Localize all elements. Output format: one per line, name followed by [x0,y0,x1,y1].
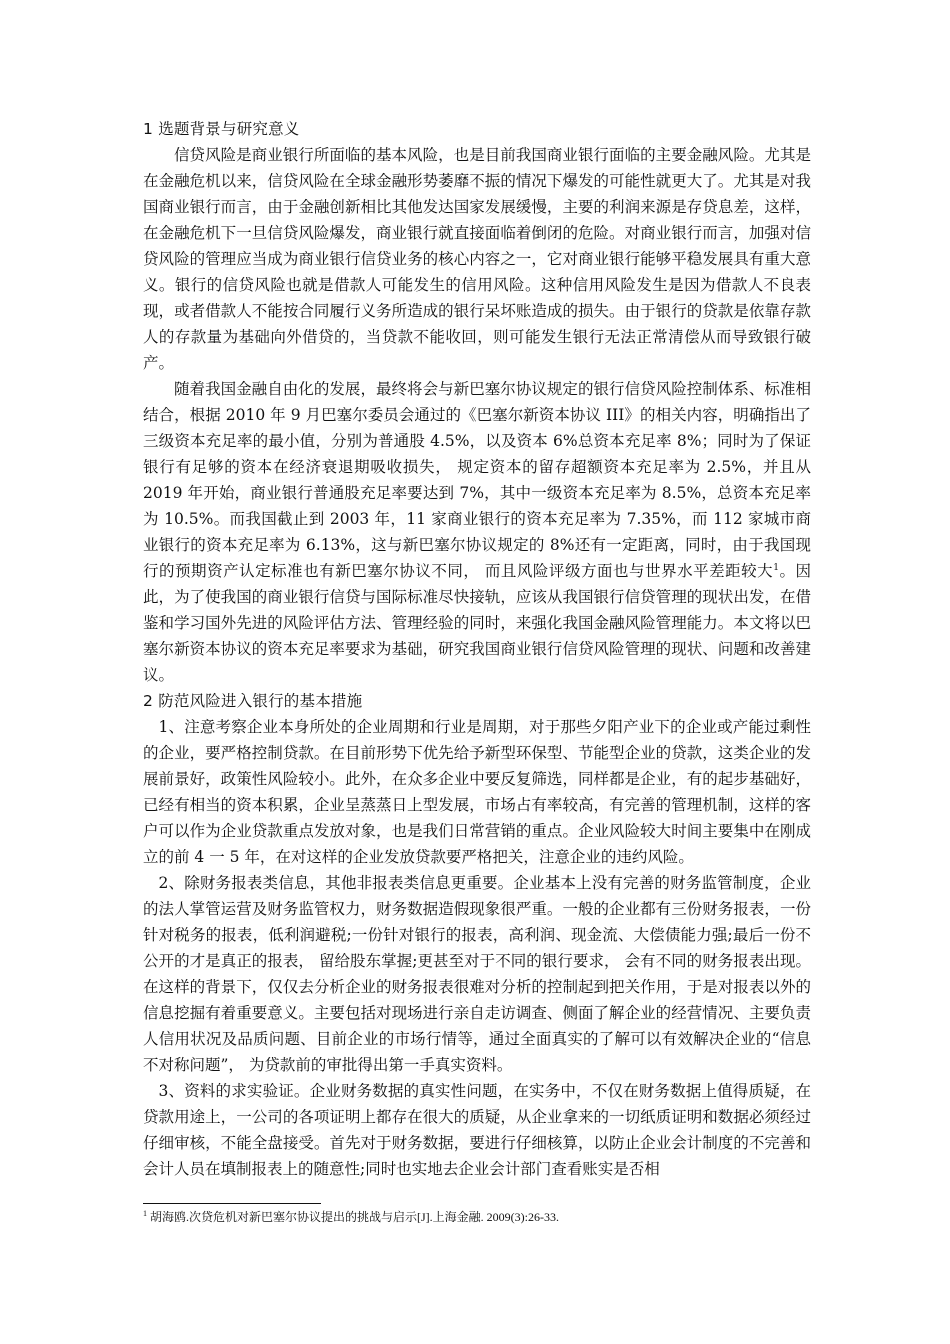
footnote-mark: 1 [143,1209,147,1218]
body-content [143,116,811,1182]
footnote [143,1208,811,1226]
footnote-reference-1[interactable]: 1 [773,562,779,573]
section-2-item-2: 2、除财务报表类信息，其他非报表类信息更重要。企业基本上没有完善的财务监管制度，企业的法人掌管运营及财务监管权力，财务数据造假现象很严重。一般的企业都有三份财务报表，一份针对税务的报表，低利润避税;一份针对银行的报表，高利润、现金流、大偿债能力强;最后一份不公开的才是真正的报表， 留给股东掌握;更甚至对于不同的银行要求， 会有不同的财务报表出现。在这样的背景下，仅仅去分析企业的财务报表很难对分析的控制起到把关作用，于是对报表以外的信息挖掘有着重要意义。主要包括对现场进行亲自走访调查、侧面了解企业的经营情况、主要负责人信用状况及品质问题、目前企业的市场行情等，通过全面真实的了解可以有效解决企业的“信息不对称问题”， 为贷款前的审批得出第一手真实资料。 [143,874,811,1074]
paragraph-2-text-a: 随着我国金融自由化的发展，最终将会与新巴塞尔协议规定的银行信贷风险控制体系、标准相结合，根据 2010 年 9 月巴塞尔委员会通过的《巴塞尔新资本协议 III》的相关内容，明确指出了三级资本充足率的最小值，分别为普通股 4.5%，以及资本 6%总资本充足率 8%；同时为了保证银行有足够的资本在经济衰退期吸收损失， 规定资本的留存超额资本充足率为 2.5%，并且从 2019 年开始，商业银行普通股充足率要达到 7%，其中一级资本充足率为 8.5%，总资本充足率为 10.5%。而我国截止到 2003 年，11 家商业银行的资本充足率为 7.35%，而 112 家城市商业银行的资本充足率为 6.13%，这与新巴塞尔协议规定的 8%还有一定距离，同时，由于我国现行的预期资产认定标准也有新巴塞尔协议不同， 而且风险评级方面也与世界水平差距较大 [143,380,811,580]
section-2-heading: 2 防范风险进入银行的基本措施 [143,692,363,710]
footnote-text: 胡海鸥.次贷危机对新巴塞尔协议提出的挑战与启示[J].上海金融. 2009(3):26-33. [147,1210,559,1224]
section-2-item-3: 3、资料的求实验证。企业财务数据的真实性问题，在实务中，不仅在财务数据上值得质疑，在贷款用途上，一公司的各项证明上都存在很大的质疑，从企业拿来的一切纸质证明和数据必须经过仔细审核，不能全盘接受。首先对于财务数据，要进行仔细核算，以防止企业会计制度的不完善和会计人员在填制报表上的随意性;同时也实地去企业会计部门查看账实是否相 [143,1082,811,1178]
footnote-separator [143,1203,321,1204]
section-1-heading: 1 选题背景与研究意义 [143,120,300,138]
section-1-paragraph-1: 信贷风险是商业银行所面临的基本风险，也是目前我国商业银行面临的主要金融风险。尤其是在金融危机以来，信贷风险在全球金融形势萎靡不振的情况下爆发的可能性就更大了。尤其是对我国商业银行而言，由于金融创新相比其他发达国家发展缓慢，主要的利润来源是存贷息差，这样，在金融危机下一旦信贷风险爆发，商业银行就直接面临着倒闭的危险。对商业银行而言，加强对信贷风险的管理应当成为商业银行信贷业务的核心内容之一，它对商业银行能够平稳发展具有重大意义。银行的信贷风险也就是借款人可能发生的信用风险。这种信用风险发生是因为借款人不良表现，或者借款人不能按合同履行义务所造成的银行呆坏账造成的损失。由于银行的贷款是依靠存款人的存款量为基础向外借贷的，当贷款不能收回，则可能发生银行无法正常清偿从而导致银行破产。 [143,146,811,372]
section-1-paragraph-2 [143,376,811,688]
paragraph-2-text-b: 。因此，为了使我国的商业银行信贷与国际标准尽快接轨，应该从我国银行信贷管理的现状出发，在借鉴和学习国外先进的风险评估方法、管理经验的同时，来强化我国金融风险管理能力。本文将以巴塞尔新资本协议的资本充足率要求为基础，研究我国商业银行信贷风险管理的现状、问题和改善建议。 [143,562,811,684]
section-2-item-1: 1、注意考察企业本身所处的企业周期和行业是周期，对于那些夕阳产业下的企业或产能过剩性的企业，要严格控制贷款。在目前形势下优先给予新型环保型、节能型企业的贷款，这类企业的发展前景好，政策性风险较小。此外，在众多企业中要反复筛选，同样都是企业，有的起步基础好，已经有相当的资本积累，企业呈蒸蒸日上型发展，市场占有率较高，有完善的管理机制，这样的客户可以作为企业贷款重点发放对象，也是我们日常营销的重点。企业风险较大时间主要集中在刚成立的前 4 一 5 年，在对这样的企业发放贷款要严格把关，注意企业的违约风险。 [143,718,811,866]
